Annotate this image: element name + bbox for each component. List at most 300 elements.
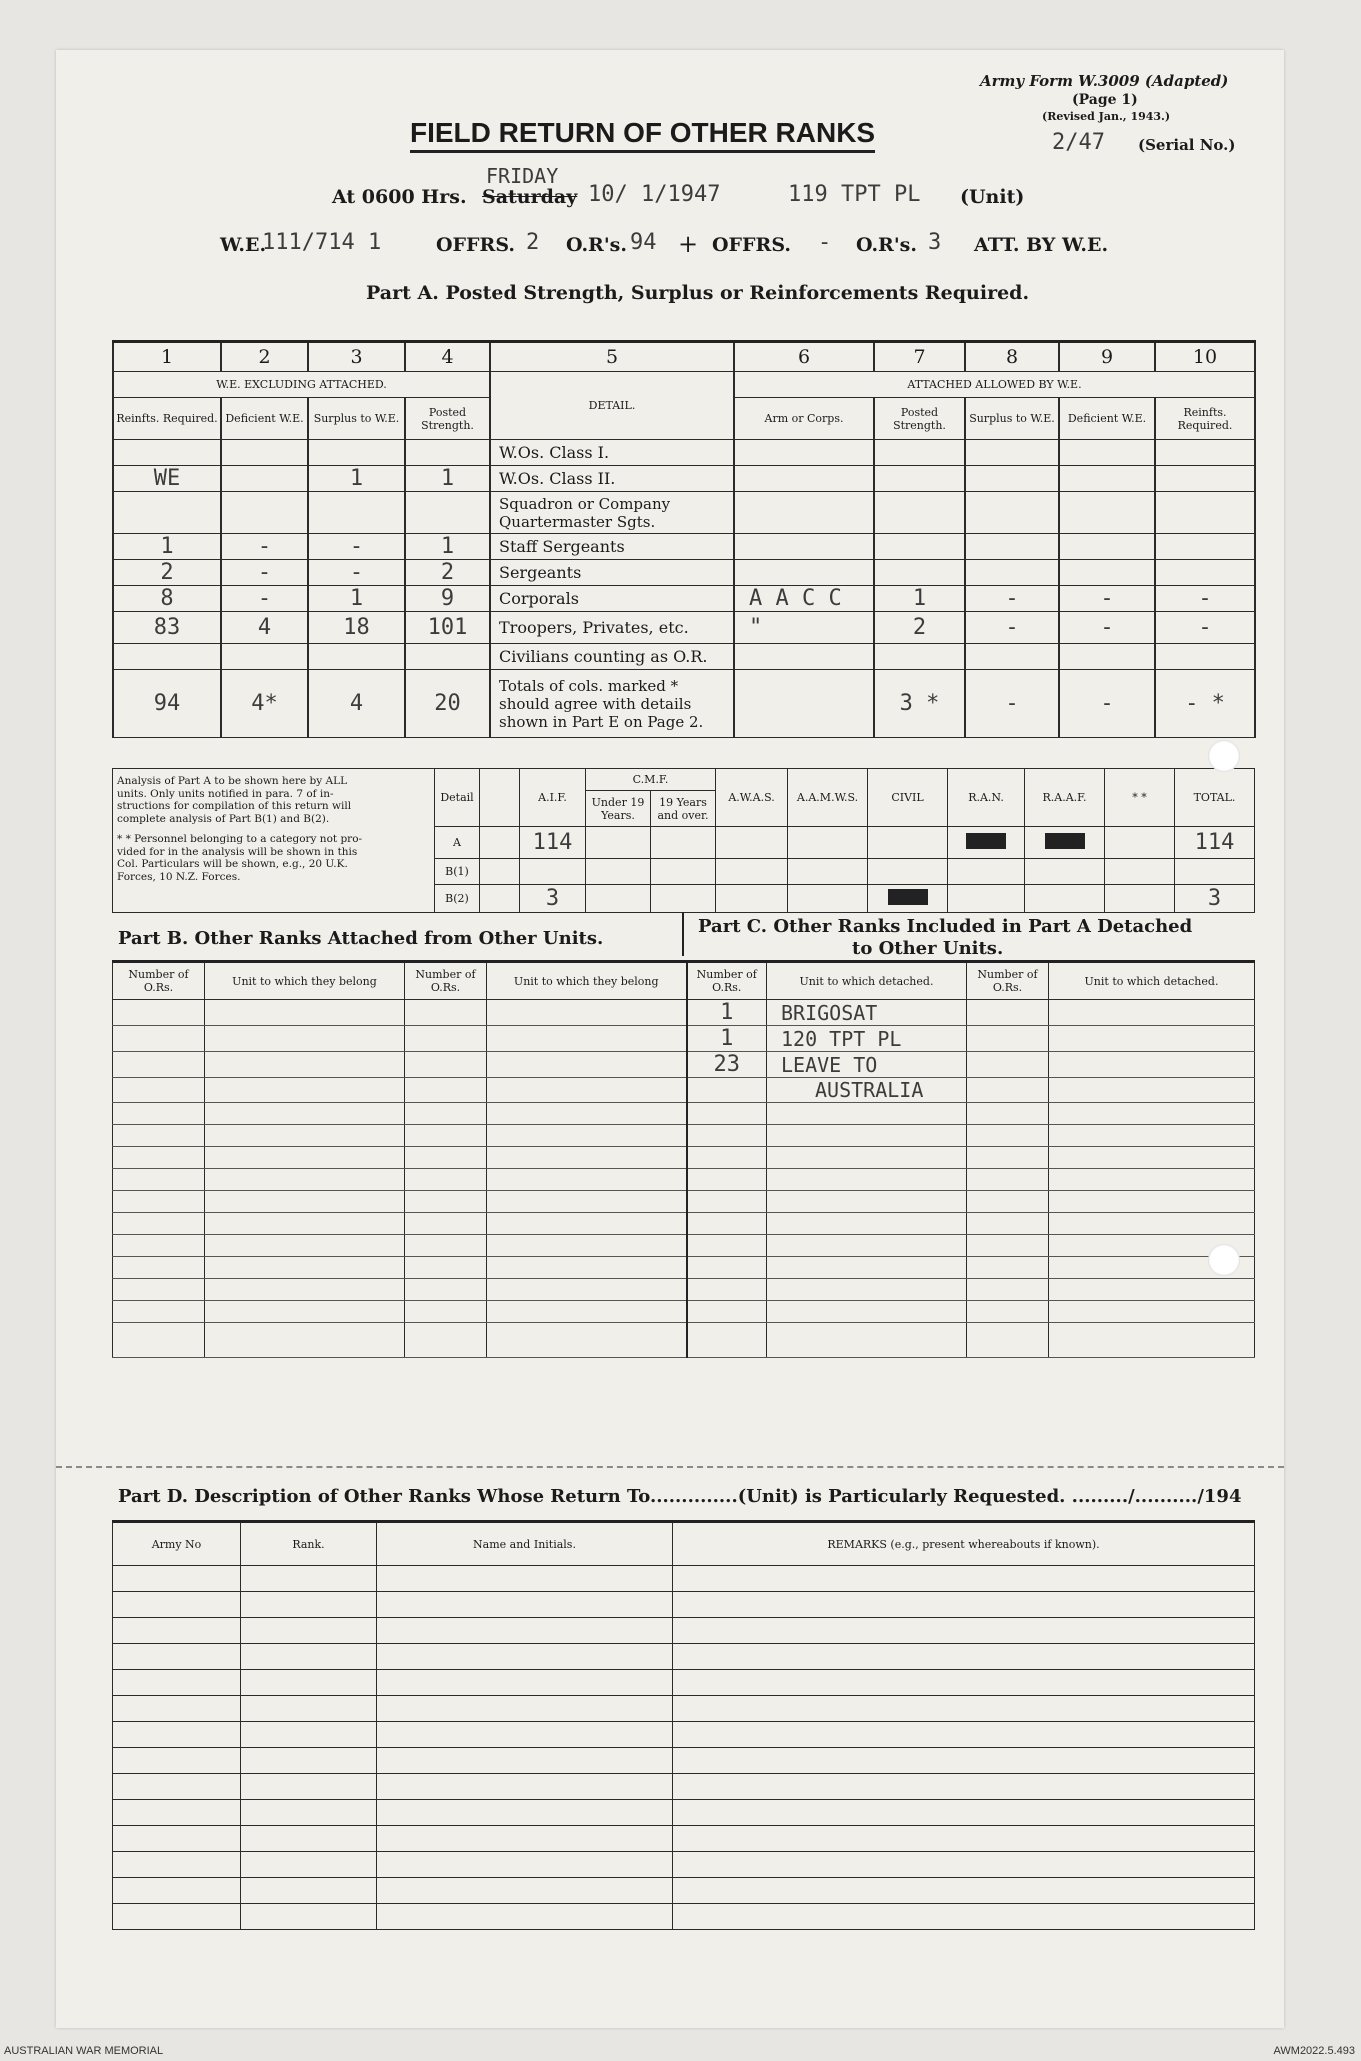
note2-line-3: Col. Particulars will be shown, e.g., 20 U.K.	[117, 858, 348, 870]
note1-line-1: Analysis of Part A to be shown here by ALL	[117, 775, 348, 787]
part-bc-cell	[967, 1323, 1049, 1358]
part-bc-divider	[682, 912, 684, 956]
hdr-total: TOTAL.	[1175, 769, 1255, 827]
unit-value: 119 TPT PL	[788, 182, 921, 207]
part-bc-cell	[487, 1191, 687, 1213]
cell-c2	[221, 440, 308, 466]
hdr-civil: CIVIL	[868, 769, 948, 827]
part-bc-cell	[405, 1052, 487, 1078]
part-d-cell	[673, 1748, 1255, 1774]
cell-arm-corps	[734, 644, 874, 670]
redaction-block-raaf	[1045, 833, 1085, 849]
total-c7: 3 *	[874, 670, 965, 738]
cell-c8: -	[965, 612, 1059, 644]
cell-detail: Civilians counting as O.R.	[490, 644, 734, 670]
part-bc-cell	[113, 1147, 205, 1169]
part-bc-cell	[205, 1323, 405, 1358]
hdr-b-unit-1: Unit to which they belong	[205, 962, 405, 1000]
cell-c4	[405, 440, 490, 466]
part-bc-cell	[487, 1103, 687, 1125]
part-bc-cell	[113, 1323, 205, 1358]
part-bc-row	[113, 1279, 1255, 1301]
detail-header: DETAIL.	[490, 372, 734, 440]
cell-c3: 1	[308, 466, 405, 492]
analysis-row-b2-label: B(2)	[435, 885, 480, 913]
cell-c10	[1155, 534, 1255, 560]
part-bc-cell	[687, 1301, 767, 1323]
part-bc-cell	[405, 1169, 487, 1191]
part-d-cell	[673, 1826, 1255, 1852]
part-bc-cell	[205, 1213, 405, 1235]
part-bc-cell	[405, 1147, 487, 1169]
part-bc-cell	[687, 1169, 767, 1191]
analysis-row-b1-blank	[480, 859, 520, 885]
part-c-entry-unit: LEAVE TO	[767, 1052, 967, 1078]
analysis-table	[112, 768, 1255, 913]
note2-line-1: * * Personnel belonging to a category not pro-	[117, 833, 363, 845]
hdr-att-reinfts: Reinfts. Required.	[1155, 398, 1255, 440]
cell-c1: 8	[113, 586, 221, 612]
cell-detail: Sergeants	[490, 560, 734, 586]
part-bc-cell	[487, 1000, 687, 1026]
cell-c8	[965, 644, 1059, 670]
part-bc-row	[113, 1301, 1255, 1323]
form-page: (Page 1)	[1072, 92, 1138, 108]
part-bc-cell	[113, 1279, 205, 1301]
part-bc-cell	[767, 1279, 967, 1301]
cell-c1: WE	[113, 466, 221, 492]
cell-c8	[965, 466, 1059, 492]
part-bc-cell	[687, 1235, 767, 1257]
note1-line-4: complete analysis of Part B(1) and B(2).	[117, 812, 330, 825]
form-sheet	[56, 50, 1284, 2028]
offrs-label: OFFRS.	[436, 234, 515, 256]
cell-c1	[113, 440, 221, 466]
note2-line-2: vided for in the analysis will be shown in this	[117, 845, 358, 858]
part-a-rows	[113, 440, 1255, 670]
part-bc-cell	[967, 1257, 1049, 1279]
part-bc-cell	[1049, 1191, 1255, 1213]
part-d-cell	[673, 1722, 1255, 1748]
cell-detail: W.Os. Class II.	[490, 466, 734, 492]
part-bc-cell	[967, 1125, 1049, 1147]
part-bc-cell	[487, 1026, 687, 1052]
cell-c10	[1155, 644, 1255, 670]
analysis-row-b2-civil	[868, 885, 948, 913]
total-c10: - *	[1155, 670, 1255, 738]
total-arm	[734, 670, 874, 738]
part-bc-cell	[687, 1279, 767, 1301]
part-bc-cell	[687, 1213, 767, 1235]
part-d-cell	[113, 1878, 241, 1904]
part-bc-cell	[1049, 1279, 1255, 1301]
cell-c1: 1	[113, 534, 221, 560]
att-by-we-label: ATT. BY W.E.	[974, 234, 1109, 256]
hdr-other: * *	[1105, 769, 1175, 827]
cell-c3: 18	[308, 612, 405, 644]
part-d-cell	[673, 1878, 1255, 1904]
cell-c9: -	[1059, 586, 1155, 612]
part-bc-cell	[967, 1078, 1049, 1103]
cell-arm-corps: A A C C	[734, 586, 874, 612]
cell-c4: 1	[405, 466, 490, 492]
part-d-cell	[377, 1852, 673, 1878]
part-d-cell	[377, 1696, 673, 1722]
analysis-note-1	[117, 775, 430, 825]
part-d-cell	[377, 1566, 673, 1592]
part-d-cell	[113, 1566, 241, 1592]
part-bc-cell	[967, 1191, 1049, 1213]
part-bc-cell	[967, 1000, 1049, 1026]
part-d-cell	[377, 1592, 673, 1618]
analysis-row-b1-aif	[520, 859, 586, 885]
part-bc-cell	[687, 1191, 767, 1213]
part-d-row	[113, 1800, 1255, 1826]
part-d-cell	[673, 1566, 1255, 1592]
col-num-9: 9	[1059, 342, 1155, 372]
cell-c10	[1155, 440, 1255, 466]
part-bc-cell	[113, 1191, 205, 1213]
cell-c10: -	[1155, 586, 1255, 612]
unit-label: (Unit)	[960, 186, 1025, 208]
hdr-cmf: C.M.F.	[586, 769, 716, 791]
note2-line-4: Forces, 10 N.Z. Forces.	[117, 870, 241, 883]
part-bc-cell	[687, 1323, 767, 1358]
cell-c3: -	[308, 560, 405, 586]
cell-c7	[874, 492, 965, 534]
analysis-row-b2-blank	[480, 885, 520, 913]
hdr-reinfts-required: Reinfts. Required.	[113, 398, 221, 440]
part-bc-cell	[405, 1078, 487, 1103]
part-d-cell	[241, 1592, 377, 1618]
analysis-row-a-blank	[480, 827, 520, 859]
analysis-row-a-label: A	[435, 827, 480, 859]
part-d-cell	[241, 1878, 377, 1904]
analysis-row-b2-total: 3	[1175, 885, 1255, 913]
part-bc-cell	[405, 1213, 487, 1235]
part-d-cell	[113, 1852, 241, 1878]
hdr-surplus-we: Surplus to W.E.	[308, 398, 405, 440]
part-bc-row	[113, 1213, 1255, 1235]
hdr-raaf: R.A.A.F.	[1025, 769, 1105, 827]
part-bc-cell	[205, 1147, 405, 1169]
part-bc-cell	[487, 1052, 687, 1078]
part-bc-cell	[113, 1301, 205, 1323]
analysis-detail-header: Detail	[435, 769, 480, 827]
part-d-cell	[113, 1592, 241, 1618]
analysis-row-a-awas	[716, 827, 788, 859]
part-bc-row	[113, 1026, 1255, 1052]
part-d-row	[113, 1566, 1255, 1592]
part-bc-cell	[967, 1301, 1049, 1323]
analysis-row-a-civil	[868, 827, 948, 859]
part-c-entry-num: 23	[687, 1052, 767, 1078]
analysis-row-b1-total	[1175, 859, 1255, 885]
analysis-row-a-aamws	[788, 827, 868, 859]
part-bc-cell	[205, 1301, 405, 1323]
part-d-cell	[673, 1800, 1255, 1826]
part-bc-cell	[767, 1125, 967, 1147]
part-bc-row	[113, 1147, 1255, 1169]
totals-detail-text: Totals of cols. marked * should agree with details shown in Part E on Page 2.	[499, 676, 704, 731]
part-d-row	[113, 1696, 1255, 1722]
cell-c10	[1155, 466, 1255, 492]
part-bc-cell	[967, 1235, 1049, 1257]
cell-c4	[405, 492, 490, 534]
part-bc-cell	[205, 1169, 405, 1191]
part-d-row	[113, 1904, 1255, 1930]
cell-c9	[1059, 492, 1155, 534]
part-bc-cell	[487, 1323, 687, 1358]
redaction-block-ran	[966, 833, 1006, 849]
part-bc-cell	[205, 1125, 405, 1147]
note1-line-3: structions for compilation of this return will	[117, 800, 352, 812]
part-bc-cell	[487, 1279, 687, 1301]
part-d-cell	[241, 1566, 377, 1592]
cell-c9	[1059, 534, 1155, 560]
hdr-rank: Rank.	[241, 1522, 377, 1566]
cell-c9	[1059, 466, 1155, 492]
part-c-entry-unit: 120 TPT PL	[767, 1026, 967, 1052]
cell-c4: 1	[405, 534, 490, 560]
group-we-excluding: W.E. EXCLUDING ATTACHED.	[113, 372, 490, 398]
part-bc-cell	[1049, 1323, 1255, 1358]
part-bc-cell	[687, 1147, 767, 1169]
part-d-cell	[241, 1800, 377, 1826]
hdr-army-no: Army No	[113, 1522, 241, 1566]
part-a-row	[113, 534, 1255, 560]
cell-c1	[113, 492, 221, 534]
part-c-entry-num	[687, 1078, 767, 1103]
part-bc-cell	[205, 1191, 405, 1213]
part-c-entry-num: 1	[687, 1000, 767, 1026]
part-d-cell	[673, 1696, 1255, 1722]
part-bc-cell	[405, 1125, 487, 1147]
part-bc-cell	[205, 1103, 405, 1125]
analysis-row-b2-aamws	[788, 885, 868, 913]
part-a-row	[113, 466, 1255, 492]
part-d-row	[113, 1670, 1255, 1696]
part-d-cell	[377, 1904, 673, 1930]
part-bc-cell	[1049, 1213, 1255, 1235]
part-bc-cell	[405, 1103, 487, 1125]
part-bc-cell	[487, 1213, 687, 1235]
cell-detail: Troopers, Privates, etc.	[490, 612, 734, 644]
cell-c7	[874, 466, 965, 492]
part-d-cell	[673, 1592, 1255, 1618]
part-d-cell	[113, 1618, 241, 1644]
part-a-table	[112, 340, 1256, 738]
part-a-row	[113, 560, 1255, 586]
analysis-row-b1-civil	[868, 859, 948, 885]
offrs2-value: -	[818, 230, 832, 255]
cell-c1: 2	[113, 560, 221, 586]
part-d-cell	[241, 1826, 377, 1852]
hdr-c-unit-1: Unit to which detached.	[767, 962, 967, 1000]
part-d-cell	[113, 1670, 241, 1696]
part-bc-cell	[405, 1279, 487, 1301]
part-bc-cell	[487, 1125, 687, 1147]
analysis-blank-col	[480, 769, 520, 827]
cell-arm-corps	[734, 492, 874, 534]
form-no: Army Form W.3009	[980, 72, 1140, 90]
part-d-cell	[377, 1670, 673, 1696]
cell-c4: 2	[405, 560, 490, 586]
part-bc-cell	[113, 1235, 205, 1257]
cell-c7: 2	[874, 612, 965, 644]
part-d-row	[113, 1592, 1255, 1618]
cell-c10	[1155, 560, 1255, 586]
part-a-row	[113, 612, 1255, 644]
analysis-row-a-aif: 114	[520, 827, 586, 859]
cell-arm-corps: "	[734, 612, 874, 644]
part-bc-cell	[113, 1213, 205, 1235]
part-bc-cell	[113, 1169, 205, 1191]
part-bc-cell	[767, 1301, 967, 1323]
plus-sign: +	[678, 230, 699, 258]
page-title: FIELD RETURN OF OTHER RANKS	[410, 116, 875, 153]
cell-c1: 83	[113, 612, 221, 644]
part-c-heading-2: to Other Units.	[852, 938, 1004, 959]
part-d-row	[113, 1826, 1255, 1852]
form-adapted: (Adapted)	[1144, 72, 1229, 90]
part-bc-cell	[767, 1147, 967, 1169]
part-bc-cell	[767, 1323, 967, 1358]
form-revised: (Revised Jan., 1943.)	[1042, 110, 1171, 123]
part-d-cell	[241, 1904, 377, 1930]
part-bc-cell	[1049, 1147, 1255, 1169]
cell-c9	[1059, 440, 1155, 466]
group-attached-allowed: ATTACHED ALLOWED BY W.E.	[734, 372, 1255, 398]
part-bc-cell	[113, 1026, 205, 1052]
cell-c4	[405, 644, 490, 670]
offrs-value: 2	[526, 230, 540, 255]
part-bc-cell	[205, 1026, 405, 1052]
day-typed: FRIDAY	[486, 164, 559, 188]
part-d-row	[113, 1774, 1255, 1800]
part-bc-cell	[487, 1147, 687, 1169]
part-d-cell	[377, 1618, 673, 1644]
part-d-row	[113, 1852, 1255, 1878]
cell-c7: 1	[874, 586, 965, 612]
analysis-row-b2-aif: 3	[520, 885, 586, 913]
cell-c3: -	[308, 534, 405, 560]
part-bc-row	[113, 1235, 1255, 1257]
part-bc-cell	[113, 1125, 205, 1147]
hdr-att-deficient: Deficient W.E.	[1059, 398, 1155, 440]
part-bc-cell	[1049, 1078, 1255, 1103]
cell-c8	[965, 440, 1059, 466]
part-a-row	[113, 492, 1255, 534]
hdr-aamws: A.A.M.W.S.	[788, 769, 868, 827]
part-bc-cell	[205, 1257, 405, 1279]
analysis-row-b1-over19	[651, 859, 716, 885]
cell-c7	[874, 644, 965, 670]
hdr-under19: Under 19 Years.	[586, 791, 651, 827]
cell-detail: Corporals	[490, 586, 734, 612]
part-d-heading: Part D. Description of Other Ranks Whose Return To..............(Unit) is Particularly Requested. ........./........../194	[118, 1486, 1242, 1507]
hdr-att-posted-strength: Posted Strength.	[874, 398, 965, 440]
perforation-line	[56, 1466, 1284, 1468]
part-bc-cell	[687, 1257, 767, 1279]
punch-hole-lower	[1208, 1244, 1240, 1276]
part-bc-cell	[205, 1235, 405, 1257]
part-bc-cell	[1049, 1301, 1255, 1323]
hdr-arm-corps: Arm or Corps.	[734, 398, 874, 440]
analysis-row-b2-raaf	[1025, 885, 1105, 913]
total-c8: -	[965, 670, 1059, 738]
col-num-1: 1	[113, 342, 221, 372]
col-num-5: 5	[490, 342, 734, 372]
part-bc-cell	[967, 1147, 1049, 1169]
cell-c8	[965, 560, 1059, 586]
hdr-over19: 19 Years and over.	[651, 791, 716, 827]
cell-c3: 1	[308, 586, 405, 612]
part-bc-row	[113, 1078, 1255, 1103]
part-bc-cell	[1049, 1169, 1255, 1191]
col-num-3: 3	[308, 342, 405, 372]
cell-c9: -	[1059, 612, 1155, 644]
footer-left: AUSTRALIAN WAR MEMORIAL	[4, 2045, 164, 2057]
part-d-cell	[113, 1722, 241, 1748]
serial-label: (Serial No.)	[1138, 136, 1236, 154]
ors-value: 94	[630, 230, 657, 255]
cell-arm-corps	[734, 534, 874, 560]
hdr-c-num-1: Number of O.Rs.	[687, 962, 767, 1000]
col-num-6: 6	[734, 342, 874, 372]
part-bc-cell	[687, 1103, 767, 1125]
col-num-10: 10	[1155, 342, 1255, 372]
part-bc-row	[113, 1000, 1255, 1026]
part-d-row	[113, 1644, 1255, 1670]
hdr-name-initials: Name and Initials.	[377, 1522, 673, 1566]
part-d-cell	[241, 1774, 377, 1800]
part-d-cell	[377, 1826, 673, 1852]
hdr-b-unit-2: Unit to which they belong	[487, 962, 687, 1000]
total-c2: 4*	[221, 670, 308, 738]
footer-right: AWM2022.5.493	[1273, 2045, 1355, 2057]
part-bc-cell	[767, 1213, 967, 1235]
analysis-row-b1-other	[1105, 859, 1175, 885]
part-d-cell	[113, 1826, 241, 1852]
hdr-posted-strength: Posted Strength.	[405, 398, 490, 440]
cell-c7	[874, 534, 965, 560]
analysis-row-b2-ran	[948, 885, 1025, 913]
analysis-row-b1-raaf	[1025, 859, 1105, 885]
hdr-aif: A.I.F.	[520, 769, 586, 827]
analysis-row-b1-under19	[586, 859, 651, 885]
at-hours-label: At 0600 Hrs.	[332, 186, 467, 208]
analysis-row-b2-over19	[651, 885, 716, 913]
part-bc-cell	[967, 1026, 1049, 1052]
hdr-deficient-we: Deficient W.E.	[221, 398, 308, 440]
we-value: 111/714 1	[262, 230, 382, 255]
part-bc-cell	[113, 1052, 205, 1078]
cell-c2: 4	[221, 612, 308, 644]
cell-c2: -	[221, 534, 308, 560]
analysis-notes	[113, 769, 435, 913]
ors2-value: 3	[928, 230, 942, 255]
part-d-rows	[113, 1566, 1255, 1930]
part-bc-cell	[767, 1235, 967, 1257]
part-d-cell	[377, 1800, 673, 1826]
col-num-4: 4	[405, 342, 490, 372]
part-bc-cell	[487, 1235, 687, 1257]
part-d-cell	[241, 1644, 377, 1670]
part-bc-row	[113, 1191, 1255, 1213]
part-d-cell	[673, 1644, 1255, 1670]
part-d-cell	[113, 1696, 241, 1722]
